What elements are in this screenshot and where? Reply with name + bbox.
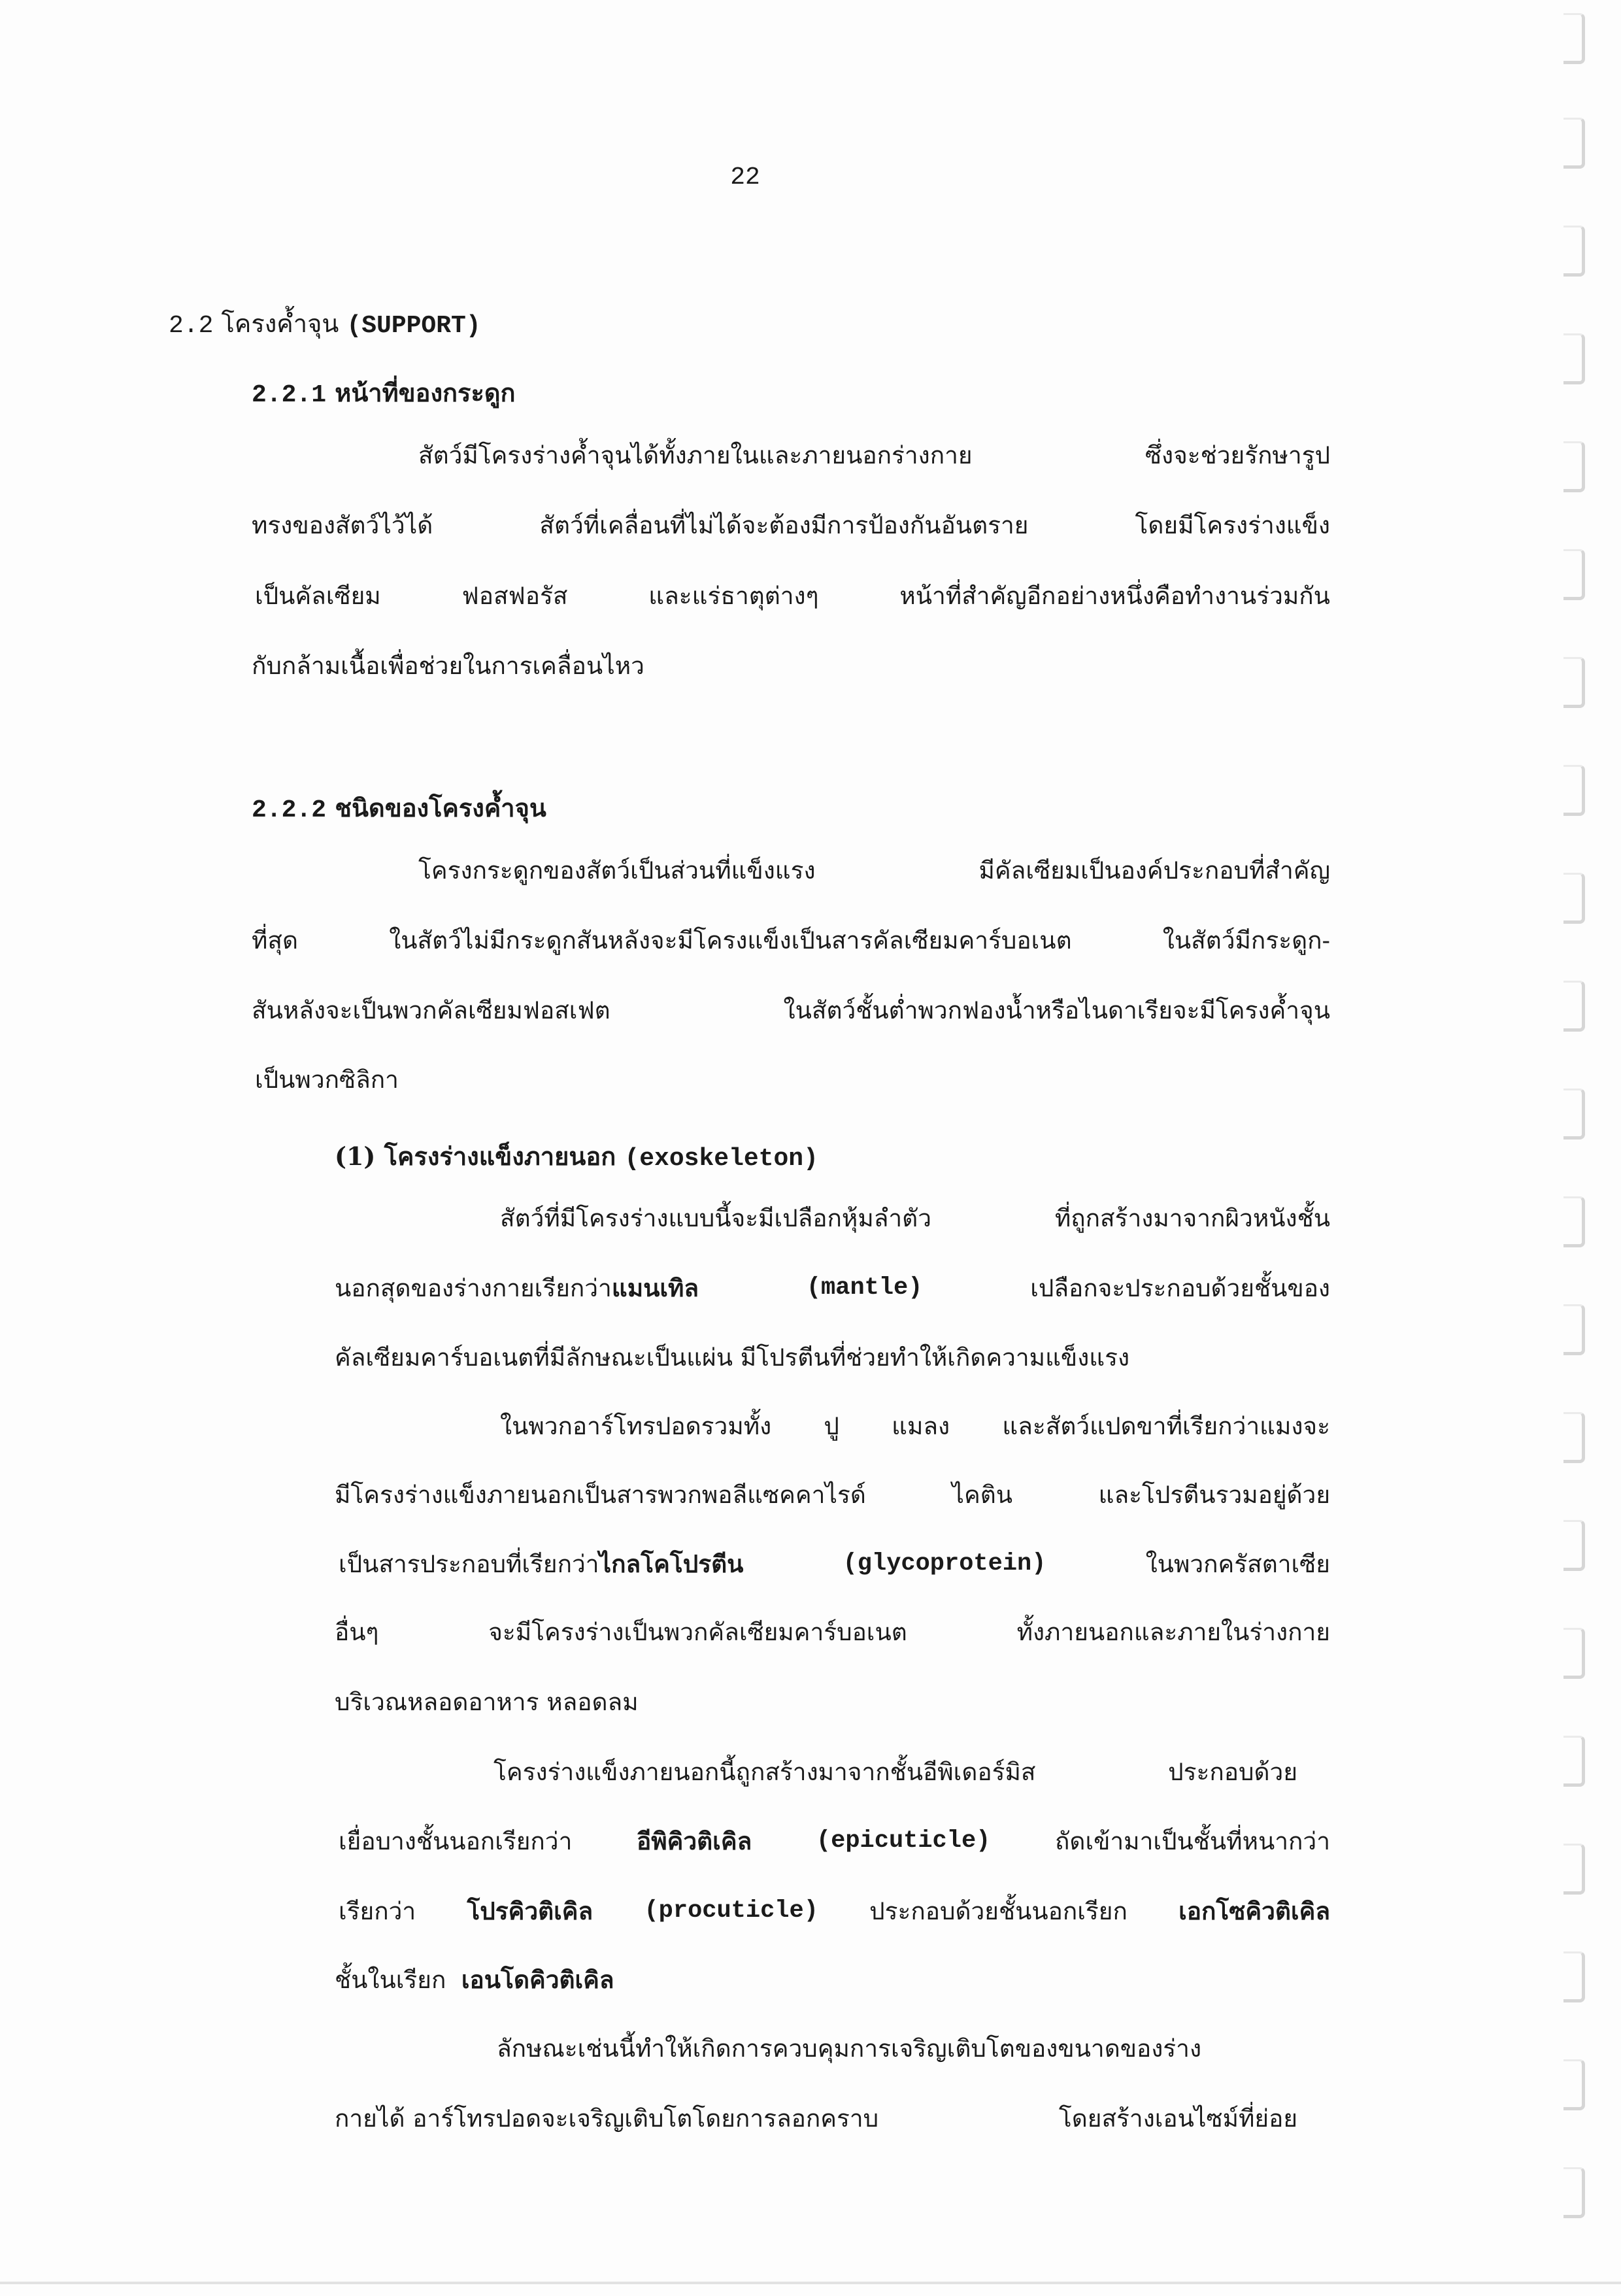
binding-ring [1563, 1412, 1585, 1463]
term-exocuticle-thai: เอกโซคิวติเคิล [1178, 1897, 1330, 1925]
text-run: โดยสร้างเอนไซม์ที่ย่อย [1058, 2104, 1297, 2133]
term-epicuticle-thai: อีพิคิวติเคิล [637, 1827, 752, 1855]
binding-ring [1563, 13, 1585, 64]
binding-ring [1563, 226, 1585, 277]
text-run: เป็นคัลเซียม [255, 582, 381, 610]
binding-ring [1563, 765, 1585, 816]
subsection-title: หน้าที่ของกระดูก [335, 378, 516, 407]
text-run: ที่สุด [252, 926, 299, 954]
binding-ring [1563, 2167, 1585, 2218]
text-run: สัตว์มีโครงร่างค้ำจุนได้ทั้งภายในและภายนอกร่างกาย [418, 441, 973, 469]
paragraph-line: ลักษณะเช่นนี้ทำให้เกิดการควบคุมการเจริญเติบโตของขนาดของร่าง [497, 2034, 1202, 2063]
text-run: มีโครงร่างแข็งภายนอกเป็นสารพวกพอลีแซคคาไรด์ [335, 1481, 866, 1509]
binding-ring [1563, 1196, 1585, 1247]
paragraph-line [255, 584, 1330, 608]
text-run: ถัดเข้ามาเป็นชั้นที่หนากว่า [1055, 1827, 1330, 1855]
binding-ring [1563, 981, 1585, 1032]
item-title-thai: (1) โครงร่างแข็งภายนอก [335, 1141, 616, 1171]
binding-ring [1563, 2059, 1585, 2110]
subsection-heading-2-2-1 [252, 373, 516, 413]
term-mantle-english: (mantle) [806, 1274, 923, 1302]
paragraph-line: กับกล้ามเนื้อเพื่อช่วยในการเคลื่อนไหว [252, 652, 644, 680]
paragraph-line [339, 1899, 1330, 1923]
binding-ring [1563, 1628, 1585, 1679]
paragraph-line [339, 1829, 1330, 1853]
term-glycoprotein-english: (glycoprotein) [843, 1550, 1046, 1578]
paragraph-line: เป็นพวกซิลิกา [255, 1066, 399, 1094]
text-run: ปู [824, 1412, 839, 1440]
text-run: ชั้นในเรียก [335, 1966, 446, 1994]
text-run: กายได้ อาร์โทรปอดจะเจริญเติบโตโดยการลอกคราบ [335, 2104, 879, 2133]
text-run: จะมีโครงร่างเป็นพวกคัลเซียมคาร์บอเนต [488, 1618, 907, 1646]
text-run: ในพวกครัสตาเซีย [1145, 1550, 1330, 1578]
text-run: ฟอสฟอรัส [461, 582, 568, 610]
term-procuticle-thai: โปรคิวติเคิล [467, 1897, 593, 1925]
text-run: ไคติน [952, 1481, 1013, 1509]
binding-ring [1563, 873, 1585, 924]
text-run: ในสัตว์ชั้นต่ำพวกฟองน้ำหรือไนดาเรียจะมีโครงค้ำจุน [783, 996, 1330, 1024]
text-run: โครงกระดูกของสัตว์เป็นส่วนที่แข็งแรง [418, 856, 816, 885]
paragraph-line: บริเวณหลอดอาหาร หลอดลม [335, 1688, 639, 1716]
paragraph-line [252, 998, 1330, 1022]
section-title-thai: โครงค้ำจุน [221, 309, 339, 338]
text-run: ในสัตว์มีกระดูก- [1162, 926, 1330, 954]
text-run: ประกอบด้วย [1168, 1758, 1297, 1786]
text-run: มีคัลเซียมเป็นองค์ประกอบที่สำคัญ [978, 856, 1330, 885]
paragraph-line [252, 928, 1330, 953]
section-title-english: (SUPPORT) [346, 312, 481, 340]
section-number: 2.2 [169, 312, 214, 340]
text-run: ซึ่งจะช่วยรักษารูป [1145, 441, 1330, 469]
item-title-english: (exoskeleton) [624, 1145, 818, 1173]
binding-ring [1563, 549, 1585, 600]
text-run: และสัตว์แปดขาที่เรียกว่าแมงจะ [1002, 1412, 1330, 1440]
paragraph-line [252, 513, 1330, 537]
paragraph-line [335, 1276, 1330, 1300]
text-run: โครงร่างแข็งภายนอกนี้ถูกสร้างมาจากชั้นอีพิเดอร์มิส [493, 1758, 1036, 1786]
binding-ring [1563, 1951, 1585, 2002]
text-run: ที่ถูกสร้างมาจากผิวหนังชั้น [1054, 1204, 1330, 1232]
binding-ring [1563, 1304, 1585, 1355]
text-run: ในพวกอาร์โทรปอดรวมทั้ง [500, 1412, 772, 1440]
binding-ring [1563, 333, 1585, 384]
paragraph-line [493, 1760, 1297, 1784]
text-run: เรียกว่า [339, 1897, 416, 1925]
binding-ring [1563, 1844, 1585, 1895]
subsection-heading-2-2-2 [252, 788, 546, 828]
binding-ring [1563, 118, 1585, 169]
paragraph-line [335, 2106, 1297, 2131]
paragraph-line [335, 1620, 1330, 1644]
text-run: อื่นๆ [335, 1618, 379, 1646]
scan-bottom-edge [0, 2282, 1621, 2284]
term-endocuticle-thai: เอนโดคิวติเคิล [461, 1965, 614, 1994]
text-run: เยื่อบางชั้นนอกเรียกว่า [339, 1827, 573, 1855]
text-run: และโปรตีนรวมอยู่ด้วย [1098, 1481, 1330, 1509]
paragraph-line [418, 443, 1330, 467]
subsection-number: 2.2.1 [252, 381, 327, 409]
binding-ring [1563, 657, 1585, 708]
subsection-title: ชนิดของโครงค้ำจุน [335, 793, 546, 822]
binding-ring [1563, 1089, 1585, 1140]
paragraph-line: คัลเซียมคาร์บอเนตที่มีลักษณะเป็นแผ่น มีโปรตีนที่ช่วยทำให้เกิดความแข็งแรง [335, 1343, 1130, 1372]
subsection-number: 2.2.2 [252, 796, 327, 824]
text-run: นอกสุดของร่างกายเรียกว่าแมนเทิล [335, 1274, 699, 1302]
paragraph-line [335, 1965, 614, 1994]
paragraph-line [339, 1549, 1330, 1578]
text-run: สันหลังจะเป็นพวกคัลเซียมฟอสเฟต [252, 996, 610, 1024]
term-mantle-thai: แมนเทิล [611, 1274, 699, 1302]
paragraph-line [335, 1483, 1330, 1507]
text-run: เป็นสารประกอบที่เรียกว่าไกลโคโปรตีน [339, 1549, 744, 1578]
text-run: ทรงของสัตว์ไว้ได้ [252, 511, 433, 539]
page-number: 22 [730, 163, 760, 192]
text-run: ทั้งภายนอกและภายในร่างกาย [1016, 1618, 1330, 1646]
paragraph-line [418, 858, 1330, 883]
term-epicuticle-english: (epicuticle) [816, 1827, 991, 1855]
binding-ring [1563, 1736, 1585, 1787]
text-run: หน้าที่สำคัญอีกอย่างหนึ่งคือทำงานร่วมกัน [899, 582, 1330, 610]
text-run: สัตว์ที่มีโครงร่างแบบนี้จะมีเปลือกหุ้มลำตัว [500, 1204, 931, 1232]
item-heading-exoskeleton [335, 1136, 818, 1176]
binding-ring [1563, 441, 1585, 492]
text-run: โดยมีโครงร่างแข็ง [1135, 511, 1330, 539]
paragraph-line [500, 1206, 1330, 1230]
term-glycoprotein-thai: ไกลโคโปรตีน [599, 1549, 744, 1578]
text-run: ประกอบด้วยชั้นนอกเรียก [869, 1897, 1128, 1925]
text-run: และแร่ธาตุต่างๆ [648, 582, 819, 610]
text-run: เปลือกจะประกอบด้วยชั้นของ [1030, 1274, 1330, 1302]
section-heading [169, 303, 481, 343]
term-procuticle-english: (procuticle) [644, 1897, 818, 1925]
text-run: สัตว์ที่เคลื่อนที่ไม่ได้จะต้องมีการป้องกันอันตราย [539, 511, 1029, 539]
text-run: แมลง [892, 1412, 950, 1440]
binding-rings [1563, 0, 1596, 2296]
binding-ring [1563, 1520, 1585, 1571]
paragraph-line [500, 1414, 1330, 1438]
text-run: ในสัตว์ไม่มีกระดูกสันหลังจะมีโครงแข็งเป็นสารคัลเซียมคาร์บอเนต [389, 926, 1072, 954]
